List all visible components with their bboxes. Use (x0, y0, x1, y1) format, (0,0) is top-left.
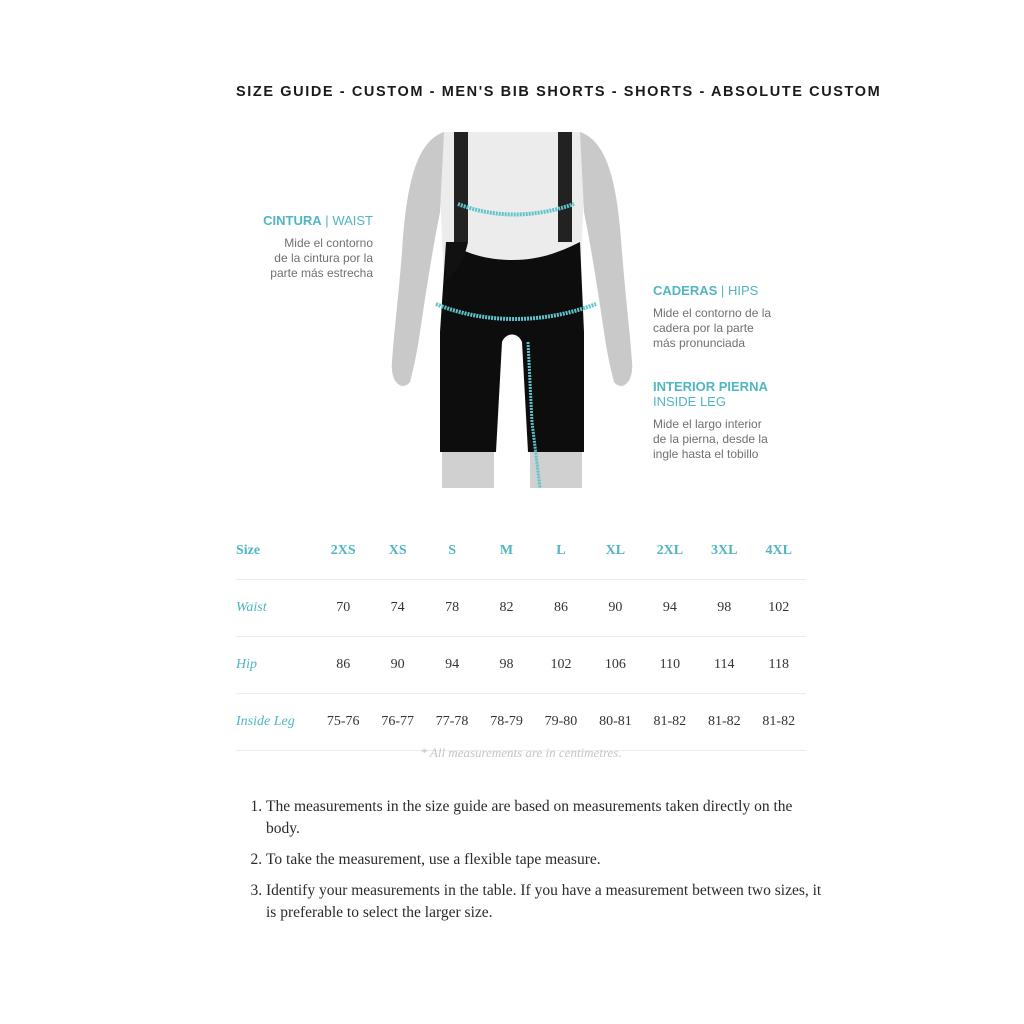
hips-description (653, 306, 783, 351)
table-cell: 82 (479, 580, 533, 637)
instruction-item: 1. The measurements in the size guide are based on measurements taken directly on the body. (266, 796, 826, 840)
table-cell: 114 (697, 637, 751, 694)
table-cell: 102 (752, 580, 807, 637)
table-cell: 98 (697, 580, 751, 637)
waist-description (262, 236, 373, 281)
table-cell: 78-79 (479, 694, 533, 751)
table-cell: 80-81 (588, 694, 642, 751)
table-cell: 81-82 (697, 694, 751, 751)
measurement-note: * All measurements are in centimetres. (420, 745, 622, 760)
table-cell: 98 (479, 637, 533, 694)
table-cell: 70 (316, 580, 370, 637)
page-title: SIZE GUIDE - CUSTOM - MEN'S BIB SHORTS - SHORTS - ABSOLUTE CUSTOM (236, 84, 882, 100)
header-size: 3XL (697, 523, 751, 580)
row-label: Inside Leg (236, 694, 316, 751)
model-illustration (384, 132, 640, 488)
waist-desc-line: parte más estrecha (270, 266, 373, 280)
waist-label (262, 213, 373, 281)
waist-desc-line: Mide el contorno (284, 236, 373, 250)
table-cell: 76-77 (370, 694, 424, 751)
table-cell: 81-82 (643, 694, 697, 751)
table-header-row (236, 523, 806, 580)
header-size: S (425, 523, 479, 580)
table-cell: 102 (534, 637, 588, 694)
table-cell: 118 (752, 637, 807, 694)
table-cell: 86 (316, 637, 370, 694)
hips-desc-line: más pronunciada (653, 336, 746, 350)
header-size: XL (588, 523, 642, 580)
table-cell: 81-82 (752, 694, 807, 751)
table-row-inside-leg (236, 694, 806, 751)
bib-shorts-figure (384, 132, 640, 488)
header-size: XS (370, 523, 424, 580)
row-label: Waist (236, 580, 316, 637)
table-cell: 86 (534, 580, 588, 637)
inside-leg-desc-line: de la pierna, desde la (653, 432, 768, 446)
header-size: M (479, 523, 533, 580)
inside-leg-label (653, 379, 783, 462)
size-table (236, 523, 806, 751)
table-cell: 90 (370, 637, 424, 694)
inside-leg-desc-line: ingle hasta el tobillo (653, 447, 759, 461)
waist-title-en: WAIST (332, 213, 373, 228)
table-cell: 77-78 (425, 694, 479, 751)
table-cell: 94 (643, 580, 697, 637)
hips-desc-line: cadera por la parte (653, 321, 754, 335)
hips-label (653, 283, 783, 351)
instruction-item: 3. Identify your measurements in the table. If you have a measurement between two sizes, it is preferable to select the larger size. (266, 880, 826, 924)
separator: | (325, 213, 329, 228)
header-size: 2XS (316, 523, 370, 580)
instruction-item: 2. To take the measurement, use a flexible tape measure. (266, 849, 826, 871)
separator: | (720, 283, 725, 298)
table-cell: 74 (370, 580, 424, 637)
table-cell: 75-76 (316, 694, 370, 751)
header-size-label: Size (236, 523, 316, 580)
inside-leg-desc-line: Mide el largo interior (653, 417, 762, 431)
header-size: L (534, 523, 588, 580)
waist-desc-line: de la cintura por la (274, 251, 373, 265)
header-size: 2XL (643, 523, 697, 580)
header-size: 4XL (752, 523, 807, 580)
waist-title-es: CINTURA (263, 213, 322, 228)
instructions-list (246, 796, 826, 933)
table-cell: 110 (643, 637, 697, 694)
table-row-waist (236, 580, 806, 637)
inside-leg-description (653, 417, 783, 462)
table-row-hip (236, 637, 806, 694)
table-cell: 106 (588, 637, 642, 694)
hips-desc-line: Mide el contorno de la (653, 306, 772, 320)
hips-title-es: CADERAS (653, 283, 718, 298)
inside-leg-title-es: INTERIOR PIERNA (653, 379, 768, 394)
row-label: Hip (236, 637, 316, 694)
table-cell: 79-80 (534, 694, 588, 751)
hips-title-en: HIPS (727, 283, 759, 298)
table-cell: 78 (425, 580, 479, 637)
table-cell: 94 (425, 637, 479, 694)
table-cell: 90 (588, 580, 642, 637)
inside-leg-title-en: INSIDE LEG (653, 394, 726, 409)
